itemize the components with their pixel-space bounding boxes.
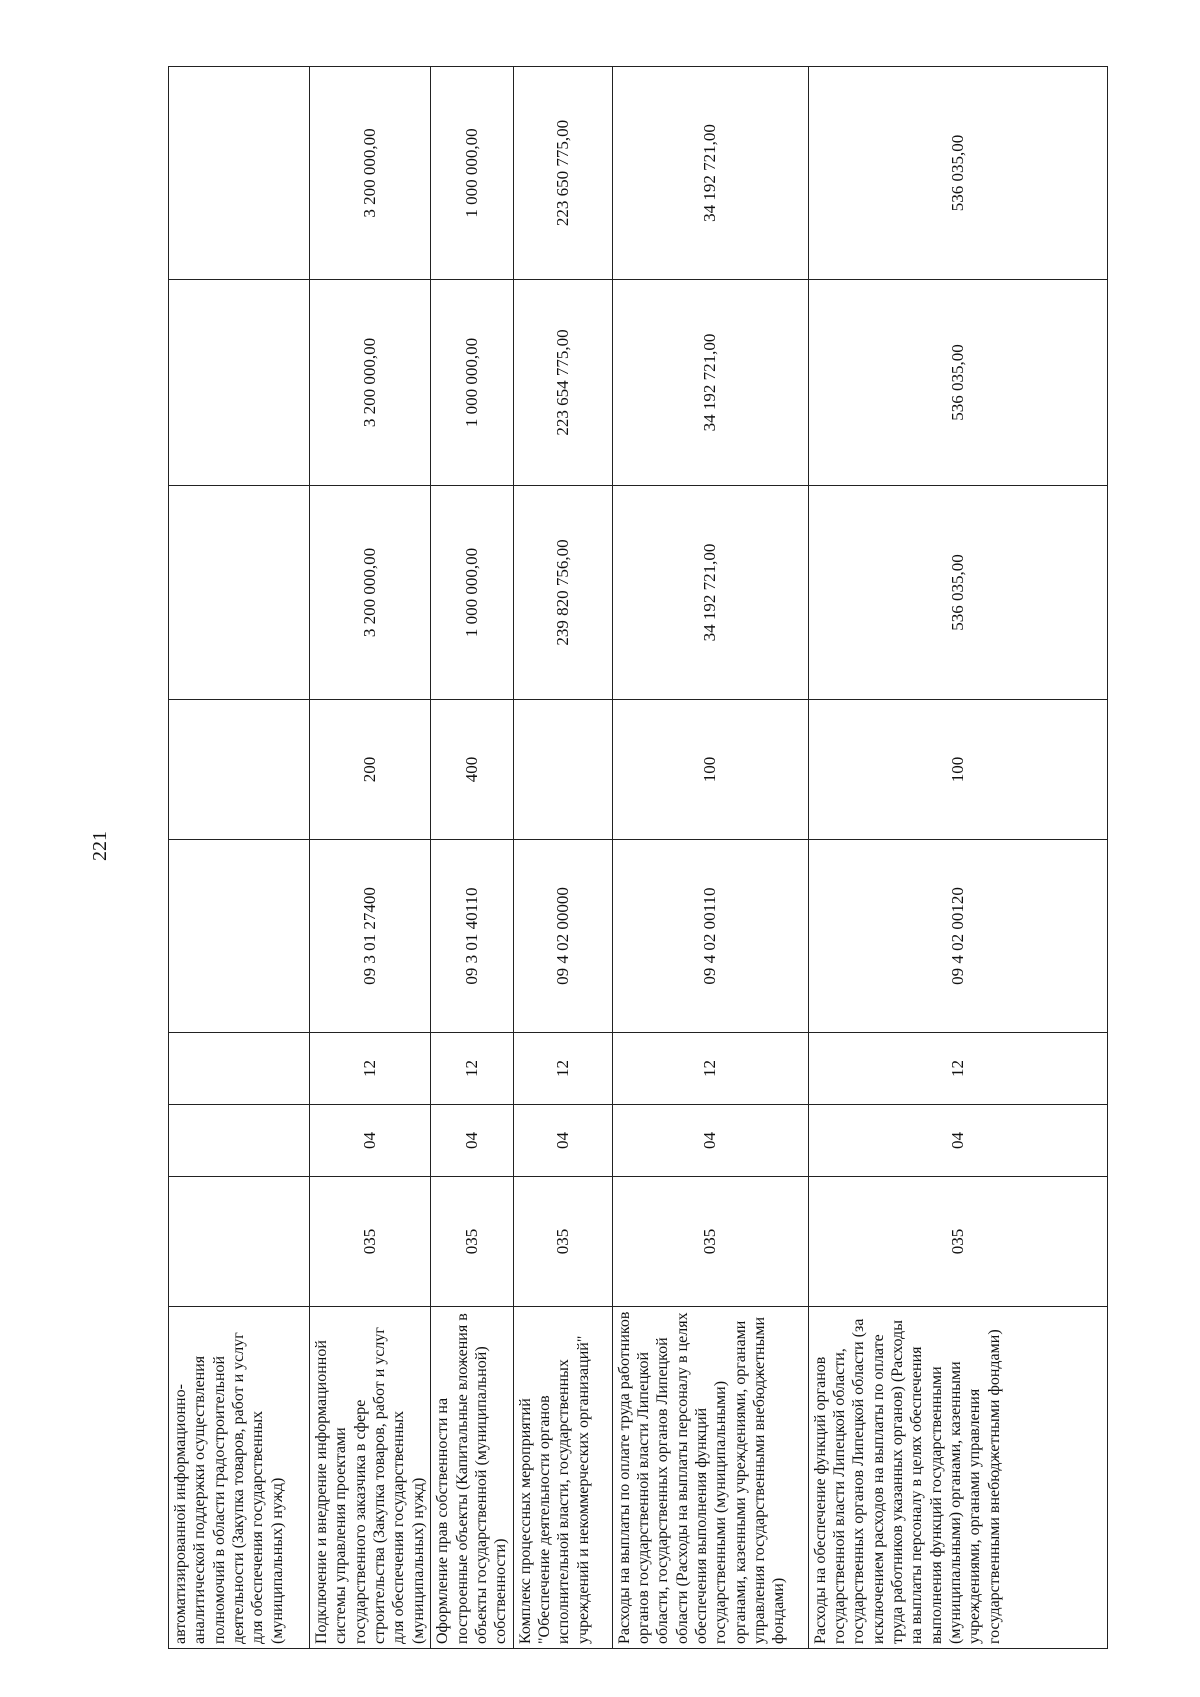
page-number: 221 — [89, 831, 111, 861]
amount-year-3: 536 035,00 — [808, 67, 1107, 280]
amount-year-2 — [169, 280, 310, 486]
row-description: Расходы на выплаты по оплате труда работников органов государственной власти Липецкой области, государственных органов Липецкой области (Расходы на выплаты персоналу в целях обеспечения выполнения функций государственными (муниципальными) органами, казенными учреждениями, органами управления государственными внебюджетными фондами) — [612, 1307, 808, 1649]
row-description: Расходы на обеспечение функций органов государственной власти Липецкой области, государственных органов Липецкой области (за исключением расходов на выплаты по оплате труда работников указанных органов) (Расходы на выплаты персоналу в целях обеспечения выполнения функций государственными (муниципальными) органами, казенными учреждениями, органами управления государственными внебюджетными фондами) — [808, 1307, 1107, 1649]
amount-year-1: 1 000 000,00 — [431, 486, 513, 700]
amount-year-1 — [169, 486, 310, 700]
target-article-code: 09 4 02 00000 — [513, 840, 612, 1033]
table-row — [612, 67, 808, 1649]
ministry-code — [169, 1177, 310, 1307]
table-row — [431, 67, 513, 1649]
amount-year-2: 34 192 721,00 — [612, 280, 808, 486]
table-row — [808, 67, 1107, 1649]
budget-table — [168, 66, 1108, 1649]
amount-year-2: 1 000 000,00 — [431, 280, 513, 486]
expense-type-code — [513, 700, 612, 840]
amount-year-3: 223 650 775,00 — [513, 67, 612, 280]
table-row — [169, 67, 310, 1649]
ministry-code: 035 — [431, 1177, 513, 1307]
subsection-code: 12 — [612, 1033, 808, 1105]
row-description: Подключение и внедрение информационной системы управления проектами государственного заказчика в сфере строительства (Закупка товаров, работ и услуг для обеспечения государственных (муниципальных) нужд) — [310, 1307, 431, 1649]
ministry-code: 035 — [310, 1177, 431, 1307]
amount-year-1: 239 820 756,00 — [513, 486, 612, 700]
amount-year-3: 34 192 721,00 — [612, 67, 808, 280]
amount-year-1: 34 192 721,00 — [612, 486, 808, 700]
ministry-code: 035 — [612, 1177, 808, 1307]
row-description: автоматизированной информационно-аналитической поддержки осуществления полномочий в области градостроительной деятельности (Закупка товаров, работ и услуг для обеспечения государственных (муниципальных) нужд) — [169, 1307, 310, 1649]
table-row — [310, 67, 431, 1649]
section-code: 04 — [612, 1105, 808, 1177]
amount-year-3 — [169, 67, 310, 280]
subsection-code: 12 — [431, 1033, 513, 1105]
target-article-code — [169, 840, 310, 1033]
amount-year-3: 1 000 000,00 — [431, 67, 513, 280]
ministry-code: 035 — [808, 1177, 1107, 1307]
expense-type-code: 400 — [431, 700, 513, 840]
section-code: 04 — [808, 1105, 1107, 1177]
section-code: 04 — [310, 1105, 431, 1177]
section-code: 04 — [513, 1105, 612, 1177]
expense-type-code — [169, 700, 310, 840]
section-code: 04 — [431, 1105, 513, 1177]
expense-type-code: 100 — [612, 700, 808, 840]
subsection-code: 12 — [808, 1033, 1107, 1105]
expense-type-code: 100 — [808, 700, 1107, 840]
amount-year-2: 3 200 000,00 — [310, 280, 431, 486]
section-code — [169, 1105, 310, 1177]
ministry-code: 035 — [513, 1177, 612, 1307]
amount-year-3: 3 200 000,00 — [310, 67, 431, 280]
target-article-code: 09 3 01 40110 — [431, 840, 513, 1033]
amount-year-1: 3 200 000,00 — [310, 486, 431, 700]
expense-type-code: 200 — [310, 700, 431, 840]
row-description: Оформление прав собственности на построенные объекты (Капитальные вложения в объекты государственной (муниципальной) собственности) — [431, 1307, 513, 1649]
amount-year-2: 223 654 775,00 — [513, 280, 612, 486]
subsection-code: 12 — [513, 1033, 612, 1105]
target-article-code: 09 4 02 00110 — [612, 840, 808, 1033]
rotated-table-container — [168, 67, 1095, 1649]
subsection-code — [169, 1033, 310, 1105]
amount-year-1: 536 035,00 — [808, 486, 1107, 700]
table-row — [513, 67, 612, 1649]
subsection-code: 12 — [310, 1033, 431, 1105]
row-description: Комплекс процессных мероприятий "Обеспечение деятельности органов исполнительной власти, государственных учреждений и некоммерческих организаций" — [513, 1307, 612, 1649]
target-article-code: 09 3 01 27400 — [310, 840, 431, 1033]
target-article-code: 09 4 02 00120 — [808, 840, 1107, 1033]
amount-year-2: 536 035,00 — [808, 280, 1107, 486]
